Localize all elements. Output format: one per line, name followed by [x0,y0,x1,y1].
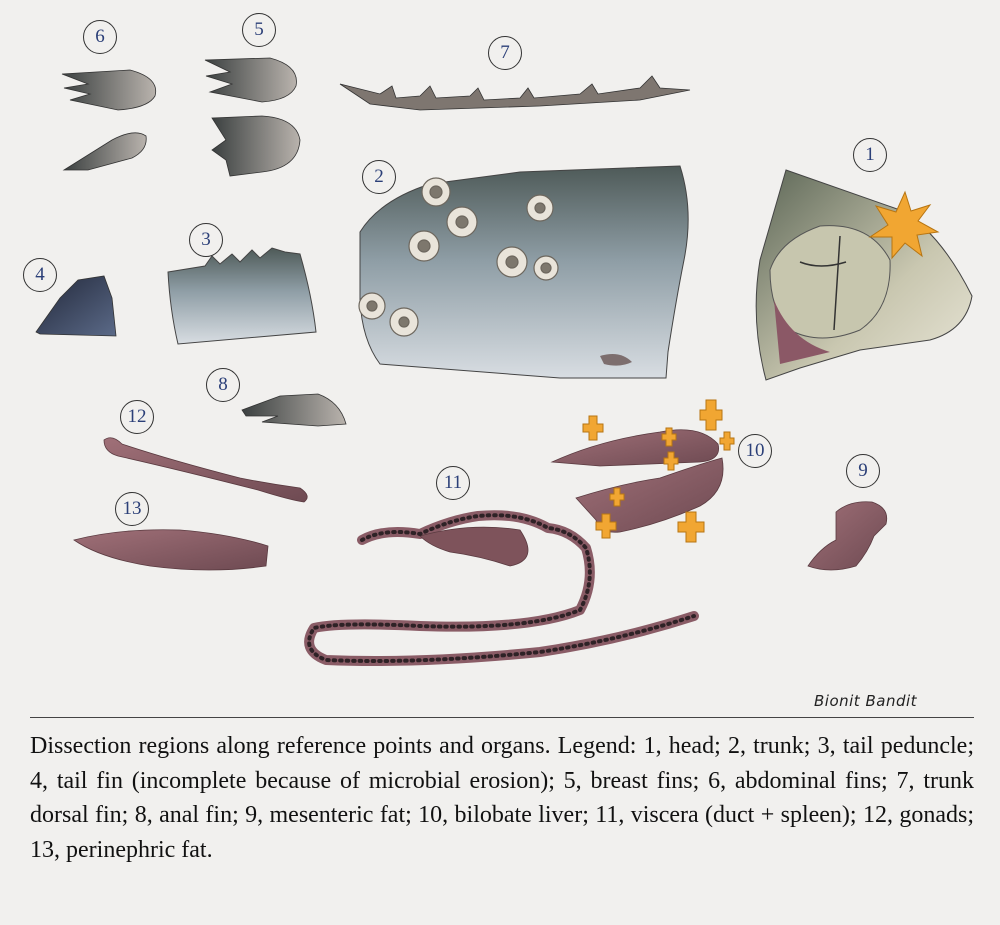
label-9: 9 [846,454,880,488]
label-8: 8 [206,368,240,402]
label-10: 10 [738,434,772,468]
label-4: 4 [23,258,57,292]
breast-fins [205,58,300,176]
artist-signature: Bionit Bandit [814,692,918,710]
abdominal-fins [62,70,156,170]
anal-fin [242,394,346,426]
viscera [309,515,694,661]
caption-divider [30,717,974,718]
label-11: 11 [436,466,470,500]
tail-peduncle [168,248,316,344]
label-3: 3 [189,223,223,257]
label-7: 7 [488,36,522,70]
bilobate-liver [552,430,723,533]
trunk-dorsal-fin [340,76,690,110]
perinephric-fat [74,530,268,570]
label-2: 2 [362,160,396,194]
figure-caption: Dissection regions along reference points and organs. Legend: 1, head; 2, trunk; 3, tail peduncle; 4, tail fin (incomplete because of microbial erosion); 5, breast fins; 6, abdominal fins; 7, trunk dorsal fin; 8, anal fin; 9, mesenteric fat; 10, bilobate liver; 11, viscera (duct + spleen); 12, gonads; 13, perinephric fat. [30,733,974,863]
label-13: 13 [115,492,149,526]
label-1: 1 [853,138,887,172]
head [756,170,972,380]
label-6: 6 [83,20,117,54]
trunk [359,166,688,378]
label-5: 5 [242,13,276,47]
mesenteric-fat [808,502,887,570]
label-12: 12 [120,400,154,434]
